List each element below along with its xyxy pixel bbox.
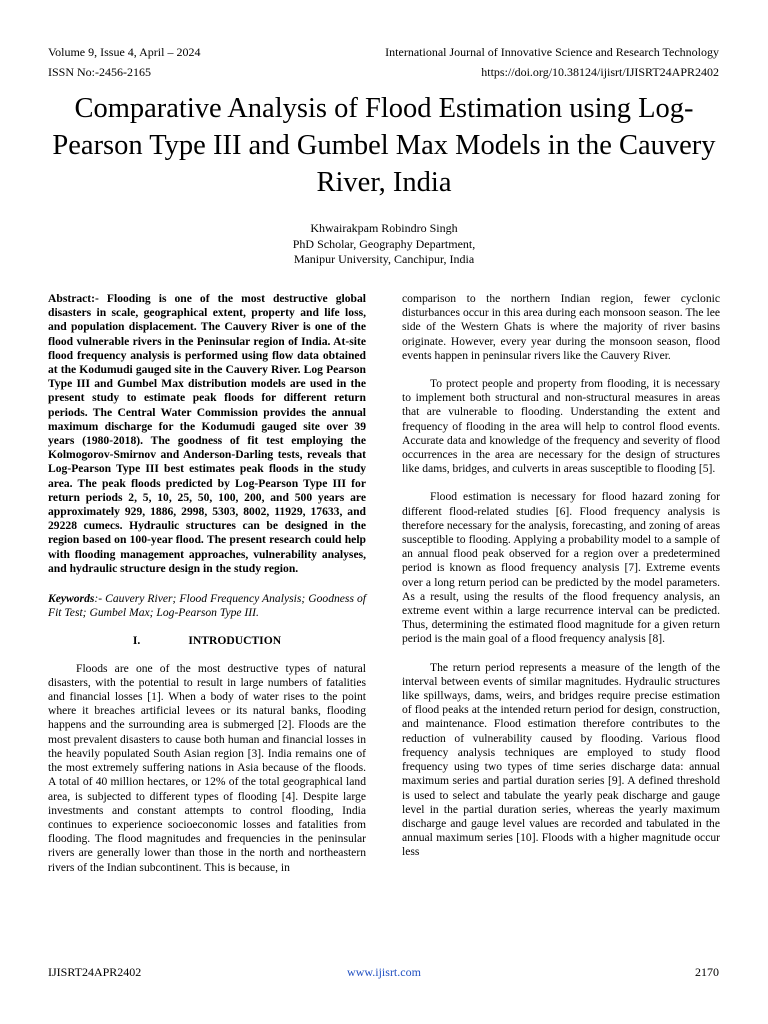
paper-id: IJISRT24APR2402 — [48, 965, 142, 979]
intro-paragraph-continued: comparison to the northern Indian region, fewer cyclonic disturbances occur in this area during each monsoon season. The lee side of the Western Ghats is where the majority of river basins originate. However, every year during the monsoon season, flood events happen in peninsular rivers like the Cauvery River. — [402, 292, 720, 362]
intro-paragraph-3: Flood estimation is necessary for flood hazard zoning for different flood-related studies [6]. Flood frequency analysis is therefore necessary for the analysis, forecasting, and zoning of areas susceptible to flooding. Applying a probability model to a sample of an annual flood peak observed for a region over a predetermined period is known as flood frequency analysis [7]. Extreme events over a long return period can be predicted by the model parameters. As a result, using the results of the flood frequency analysis, an extreme event within a large recurrence interval can be predicted. Thus, determining the estimated flood magnitude for a given return period is the main goal of a flood frequency analysis [8]. — [402, 490, 720, 646]
intro-paragraph-1: Floods are one of the most destructive types of natural disasters, with the potential to result in large numbers of fatalities and financial losses [1]. When a body of water rises to the point where it breaches artificial levees or its natural banks, flooding happens and the surrounding area is submerged [2]. Floods are the most prevalent disasters to cause both human and financial losses in the heavily populated South Asian region [3]. India remains one of the most extremely suffering nations in Asia because of the floods. A total of 40 million hectares, or 12% of the total geographical land area, is subjected to different types of flooding [4]. Despite large investments and constant attempts to control flooding, India continues to experience socioeconomic losses and fatalities from flooding. The flood magnitudes and frequencies in the peninsular rivers are generally lower than those in the north and northeastern rivers of the Indian subcontinent. This is because, in — [48, 661, 366, 874]
issn: ISSN No:-2456-2165 — [48, 65, 152, 79]
journal-name: International Journal of Innovative Science and Research Technology — [385, 45, 719, 59]
author-block — [0, 221, 768, 268]
section-title: INTRODUCTION — [188, 634, 282, 648]
abstract: Abstract:- Flooding is one of the most destructive global disasters in scale, geographical extent, property and life loss, and population displacement. The Cauvery River is one of the flood vulnerable rivers in the Peninsular region of India. At-site flood frequency analysis is performed using flow data obtained at the Kodumudi gauged site in the Cauvery River. Log Pearson Type III and Gumbel Max distribution models are used in the present study to estimate peak floods for different return periods. The Central Water Commission provides the annual maximum discharge for the Kodumudi gauged site over 39 years (1980-2018). The goodness of fit test employing the Kolmogorov-Smirnov and Anderson-Darling tests, reveals that Log-Pearson Type III best estimates peak floods in the study area. The peak floods predicted by Log-Pearson Type III for return periods 2, 5, 10, 25, 50, 100, 200, and 500 years are approximately 929, 1886, 2998, 5303, 8002, 11929, 17633, and 29228 cumecs. Hydraulic structures can be designed in the region based on 100-year flood. The present research could help with flooding management approaches, vulnerability analyses, and hydraulic structure design in the study region. — [48, 292, 366, 575]
intro-paragraph-4: The return period represents a measure of the length of the interval between events of similar magnitudes. Hydraulic structures like spillways, dams, weirs, and bridges require precise estimation of flood peaks at the intended return period for design, construction, and maintenance. Flood estimation therefore contributes to the reduction of vulnerability caused by flooding. Various flood frequency analysis techniques are employed to study flood frequency using two types of time series discharge data: annual maximum series and partial duration series [9]. A defined threshold is used to select and tabulate the yearly peak discharge and gauge level in the partial duration series, whereas the yearly maximum discharge and gauge level values are recorded and tabulated in the annual maximum series [10]. Floods with a higher magnitude occur less — [402, 660, 720, 859]
section-heading — [48, 634, 366, 648]
section-number: I. — [132, 634, 141, 648]
keywords — [48, 592, 366, 620]
keywords-text: :- Cauvery River; Flood Frequency Analysis; Goodness of Fit Test; Gumbel Max; Log-Pearson Type III. — [48, 592, 366, 620]
volume-info: Volume 9, Issue 4, April – 2024 — [48, 45, 201, 59]
intro-paragraph-2: To protect people and property from flooding, it is necessary to implement both structural and non-structural measures in areas that are vulnerable to flooding. Understanding the extent and frequency of flooding in the area will help to control flood events. Accurate data and knowledge of the frequency and severity of flood occurrences in the area are necessary for the design of structures like dams, bridges, and culverts in areas susceptible to flooding [5]. — [402, 377, 720, 476]
paper-title: Comparative Analysis of Flood Estimation using Log-Pearson Type III and Gumbel Max Models in the Cauvery River, India — [52, 93, 716, 198]
website-link[interactable]: www.ijisrt.com — [347, 965, 421, 979]
right-column — [402, 292, 720, 860]
author-position: PhD Scholar, Geography Department, — [292, 236, 476, 251]
page-number: 2170 — [695, 965, 719, 979]
doi-link[interactable]: https://doi.org/10.38124/ijisrt/IJISRT24APR2402 — [481, 65, 719, 79]
author-name: Khwairakpam Robindro Singh — [310, 221, 458, 235]
left-column — [48, 292, 366, 875]
author-affiliation: Manipur University, Canchipur, India — [293, 252, 475, 266]
keywords-label: Keywords — [48, 592, 95, 606]
